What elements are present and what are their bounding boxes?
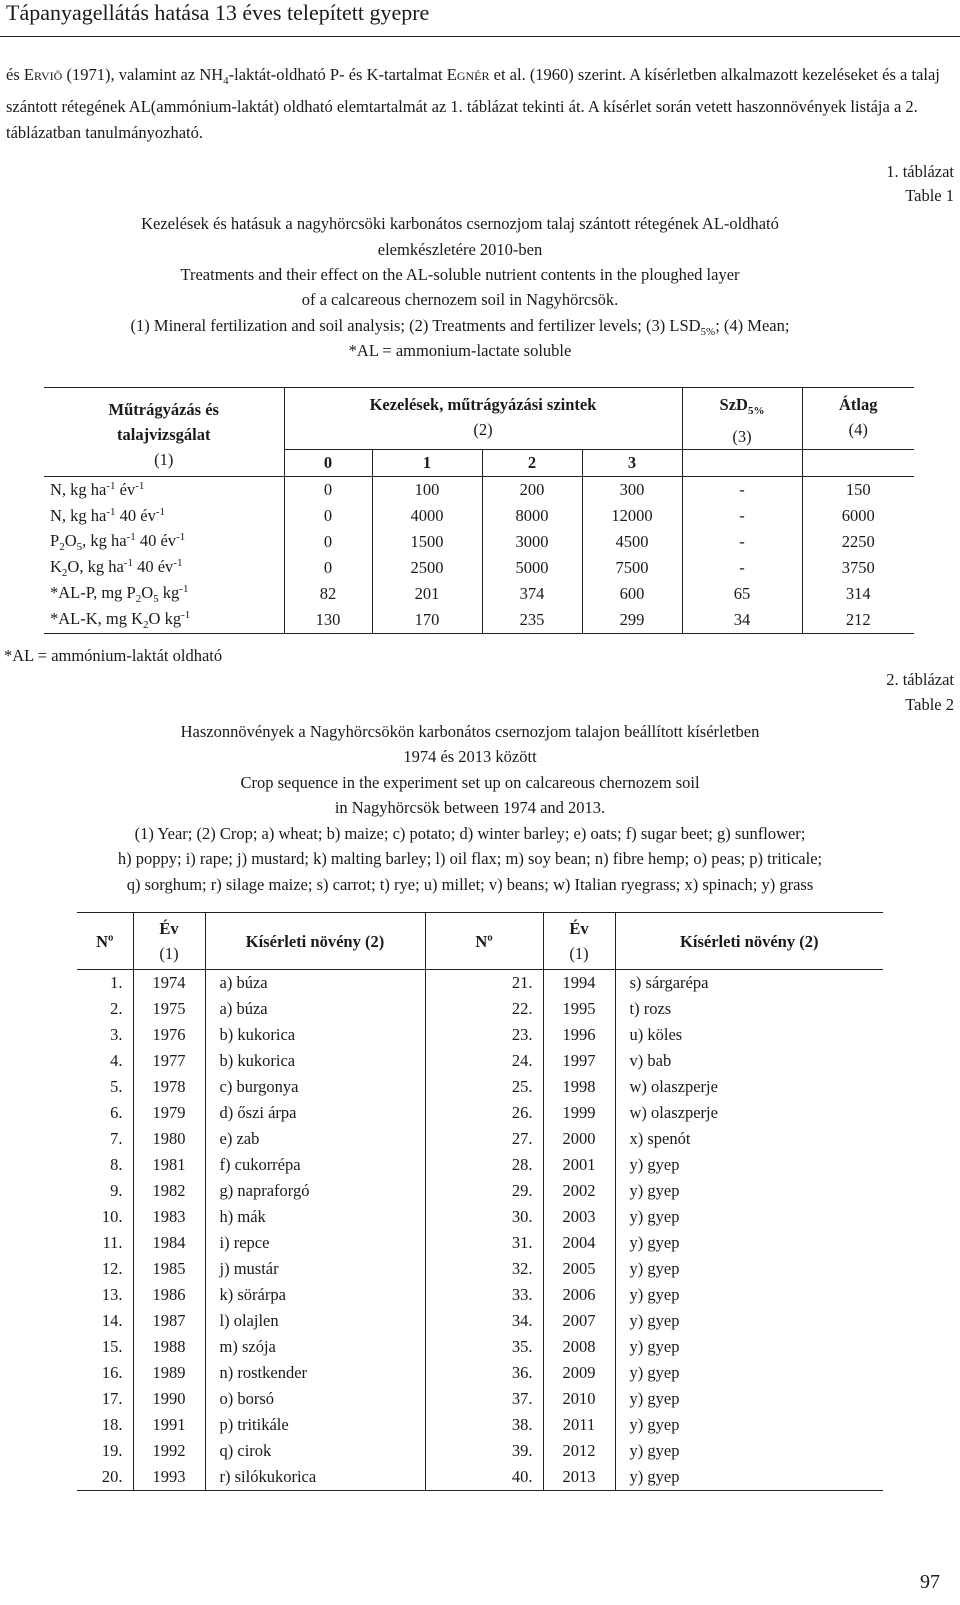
table1-cell: 300 (582, 477, 682, 504)
table1-cell: 0 (284, 555, 372, 581)
table2-year-cell: 1995 (543, 996, 615, 1022)
table1-level-empty-3 (682, 450, 802, 477)
table2-crop-cell: w) olaszperje (629, 1077, 718, 1096)
table2-year-cell: 1974 (133, 970, 205, 997)
table2-crop-cell: k) sörárpa (205, 1282, 425, 1308)
table2-caption-hu-1: Haszonnövények a Nagyhörcsökön karbonátos csernozjom talajon beállított kísérletben (180, 722, 760, 741)
table-row (44, 555, 914, 581)
table1-cell: 12000 (582, 503, 682, 529)
table2-no-cell: 12. (77, 1256, 133, 1282)
table1-cell: 7500 (582, 555, 682, 581)
table2-no-cell: 6. (77, 1100, 133, 1126)
table2-label-hu: 2. táblázat (886, 670, 954, 689)
table2-no-cell: 8. (77, 1152, 133, 1178)
header-divider (0, 36, 960, 37)
table2-head-year-right-l1: Év (569, 919, 589, 938)
table-row (44, 607, 914, 634)
table2-year-cell: 2004 (543, 1230, 615, 1256)
table2-no-cell: 17. (77, 1386, 133, 1412)
table2-head-crop-left: Kísérleti növény (2) (205, 913, 425, 970)
table2-year-cell: 1984 (133, 1230, 205, 1256)
table1-cell: 374 (482, 581, 582, 607)
intro-text-4: et al. (1960) szerint. A kísérletben alkalmazott kezeléseket és a talaj szántott rétegének AL(ammónium-laktát) oldható elemtartalmát az 1. táblázat tekinti át. A kísérlet során vetett haszonnövények listája a 2. táblázatban tanulmányozható. (6, 65, 940, 142)
table2-no-cell: 2. (77, 996, 133, 1022)
table2-year-cell: 2003 (543, 1204, 615, 1230)
table1-cell: 170 (372, 607, 482, 634)
table1-label-en: Table 1 (905, 186, 954, 205)
table1-head-col1-line2: talajvizsgálat (117, 424, 211, 444)
table1-cell: - (682, 529, 802, 555)
table2-crop-cell: b) kukorica (205, 1048, 425, 1074)
table2-no-cell: 5. (77, 1074, 133, 1100)
table2-year-cell: 1997 (543, 1048, 615, 1074)
table2-head-no-right: Nº (425, 913, 543, 970)
table2-year-cell: 2008 (543, 1334, 615, 1360)
table2-crop-cell: y) gyep (629, 1337, 680, 1356)
table-row (77, 1178, 883, 1204)
table-row (77, 1152, 883, 1178)
table2-crop-cell: p) tritikále (205, 1412, 425, 1438)
table2-crop-cell: y) gyep (629, 1233, 680, 1252)
table1-row-label: N, kg $ha^{-1}$ $év^{-1}$ (44, 477, 284, 504)
page-number: 97 (920, 1571, 940, 1593)
table1-cell: 6000 (841, 506, 875, 525)
table2-crop-cell: f) cukorrépa (205, 1152, 425, 1178)
table2-crop-cell: u) köles (629, 1025, 683, 1044)
table1-cell: 0 (284, 503, 372, 529)
table2-caption-en-2: in Nagyhörcsök between 1974 and 2013. (334, 798, 606, 817)
intro-text-1: és (6, 65, 24, 84)
table2-crop-cell: y) gyep (629, 1389, 680, 1408)
table1-cell: 82 (284, 581, 372, 607)
table1-cell: 150 (845, 480, 871, 499)
intro-subscript: 4 (223, 75, 229, 87)
table2-year-cell: 2005 (543, 1256, 615, 1282)
table2-year-cell: 1989 (133, 1360, 205, 1386)
table2-year-cell: 1991 (133, 1412, 205, 1438)
table1-cell: 3750 (841, 558, 875, 577)
table2-no-cell: 10. (77, 1204, 133, 1230)
table2-no-cell: 14. (77, 1308, 133, 1334)
table1-head-col3-line1: SzD (719, 395, 748, 414)
table2-no-cell: 4. (77, 1048, 133, 1074)
table2-label-en: Table 2 (905, 695, 954, 714)
table1-cell: 299 (582, 607, 682, 634)
table2-no-cell: 3. (77, 1022, 133, 1048)
table2-year-cell: 2009 (543, 1360, 615, 1386)
table2-no-cell: 28. (425, 1152, 543, 1178)
table2-crop-cell: l) olajlen (205, 1308, 425, 1334)
running-header-title: Tápanyagellátás hatása 13 éves telepített gyepre (6, 0, 430, 25)
table-row (77, 970, 883, 997)
table2-year-cell: 2013 (543, 1464, 615, 1491)
table2-no-cell: 34. (425, 1308, 543, 1334)
table2-no-cell: 29. (425, 1178, 543, 1204)
table2-crop-cell: e) zab (205, 1126, 425, 1152)
table1-cell: 3000 (482, 529, 582, 555)
table1-cell: 130 (284, 607, 372, 634)
table1-head-col1-line3: (1) (154, 449, 174, 469)
table1-cell: 2500 (372, 555, 482, 581)
table2-year-cell: 1981 (133, 1152, 205, 1178)
table2-no-cell: 24. (425, 1048, 543, 1074)
table2-no-cell: 1. (77, 970, 133, 997)
table2-no-cell: 30. (425, 1204, 543, 1230)
table2-year-cell: 1983 (133, 1204, 205, 1230)
table2-year-cell: 1982 (133, 1178, 205, 1204)
table2-crop-cell: a) búza (205, 996, 425, 1022)
author-egner: Egnér (446, 65, 490, 84)
table1-head-col4-line1: Átlag (839, 395, 878, 414)
table2-year-cell: 1986 (133, 1282, 205, 1308)
table2-no-cell: 37. (425, 1386, 543, 1412)
table2-crop-cell: n) rostkender (205, 1360, 425, 1386)
table2-crop-cell: s) sárgarépa (629, 973, 709, 992)
table2-crop-cell: g) napraforgó (205, 1178, 425, 1204)
table2-crop-cell: x) spenót (629, 1129, 691, 1148)
table1-row-label: $K_2O$, kg $ha^{-1}$ 40 $év^{-1}$ (44, 555, 284, 581)
table1-head-col2-line2: (2) (473, 420, 493, 439)
table2-no-cell: 13. (77, 1282, 133, 1308)
table2-year-cell: 2010 (543, 1386, 615, 1412)
table2-no-cell: 22. (425, 996, 543, 1022)
table1-legend-1-sub: 5% (700, 326, 716, 338)
table2-year-cell: 1980 (133, 1126, 205, 1152)
table-row (77, 1100, 883, 1126)
table1-row-label: N, kg $ha^{-1}$ 40 $év^{-1}$ (44, 503, 284, 529)
table2-crop-cell: v) bab (629, 1051, 672, 1070)
table2-year-cell: 1996 (543, 1022, 615, 1048)
table-row (77, 1438, 883, 1464)
table1-cell: 212 (845, 610, 871, 629)
table2-year-cell: 1979 (133, 1100, 205, 1126)
table-row (77, 1230, 883, 1256)
table2-caption-hu-2: 1974 és 2013 között (403, 747, 537, 766)
table-row (77, 1074, 883, 1100)
table2-year-cell: 2000 (543, 1126, 615, 1152)
table2-year-cell: 1993 (133, 1464, 205, 1491)
table2-crop-cell: m) szója (205, 1334, 425, 1360)
table2-year-cell: 1978 (133, 1074, 205, 1100)
table2-head-year-right-l2: (1) (569, 944, 589, 963)
table2-no-cell: 32. (425, 1256, 543, 1282)
table1-head-col3-sub: 5% (747, 405, 765, 417)
table1-label-hu: 1. táblázat (886, 162, 954, 181)
table2-no-cell: 11. (77, 1230, 133, 1256)
table2-no-cell: 38. (425, 1412, 543, 1438)
table2-year-cell: 1976 (133, 1022, 205, 1048)
table1-level-2: 2 (482, 450, 582, 477)
table1-level-1: 1 (372, 450, 482, 477)
table-row (77, 1256, 883, 1282)
table2-no-cell: 33. (425, 1282, 543, 1308)
table-row (77, 1282, 883, 1308)
table2-year-cell: 1988 (133, 1334, 205, 1360)
table2-no-cell: 27. (425, 1126, 543, 1152)
table2-year-cell: 1975 (133, 996, 205, 1022)
table2-year-cell: 1994 (543, 970, 615, 997)
table1-legend-1a: (1) Mineral fertilization and soil analysis; (2) Treatments and fertilizer levels; (3) LSD (130, 316, 701, 335)
table2-no-cell: 39. (425, 1438, 543, 1464)
table2-legend-3: q) sorghum; r) silage maize; s) carrot; t) rye; u) millet; v) beans; w) Italian ryegrass; x) spinach; y) grass (126, 875, 814, 894)
table2-crop-cell: j) mustár (205, 1256, 425, 1282)
table2-no-cell: 19. (77, 1438, 133, 1464)
table2-caption-en-1: Crop sequence in the experiment set up on calcareous chernozem soil (240, 773, 700, 792)
table2-no-cell: 15. (77, 1334, 133, 1360)
table2-year-cell: 1992 (133, 1438, 205, 1464)
table2-year-cell: 1987 (133, 1308, 205, 1334)
table2-head-crop-right: Kísérleti növény (2) (615, 913, 883, 970)
table2-crop-cell: y) gyep (629, 1259, 680, 1278)
table1 (44, 387, 914, 634)
table-row (77, 1334, 883, 1360)
table2-no-cell: 26. (425, 1100, 543, 1126)
table2-crop-cell: y) gyep (629, 1415, 680, 1434)
table1-head-col3-line2: (3) (732, 427, 752, 446)
table1-row-label: *AL-P, mg $P_2O_5$ $kg^{-1}$ (44, 581, 284, 607)
table2-crop-cell: t) rozs (629, 999, 672, 1018)
table1-cell: 600 (582, 581, 682, 607)
table2-no-cell: 18. (77, 1412, 133, 1438)
table2-year-cell: 2011 (543, 1412, 615, 1438)
table1-cell: 5000 (482, 555, 582, 581)
table2 (77, 912, 883, 1491)
table1-head-col4-line2: (4) (848, 420, 868, 439)
table2-no-cell: 20. (77, 1464, 133, 1491)
table2-head-year-right (543, 913, 615, 970)
table2-year-cell: 1990 (133, 1386, 205, 1412)
table1-cell: 4500 (582, 529, 682, 555)
table1-cell: - (682, 477, 802, 504)
table2-no-cell: 16. (77, 1360, 133, 1386)
table2-crop-cell: r) silókukorica (205, 1464, 425, 1491)
table1-cell: 0 (284, 477, 372, 504)
table1-head-col2 (284, 388, 682, 450)
table-row (77, 1022, 883, 1048)
table2-crop-cell: q) cirok (205, 1438, 425, 1464)
intro-text-3: -laktát-oldható P- és K-tartalmat (228, 65, 447, 84)
table2-no-cell: 9. (77, 1178, 133, 1204)
table1-cell: - (682, 503, 802, 529)
table2-crop-cell: b) kukorica (205, 1022, 425, 1048)
table1-head-col4 (802, 388, 914, 450)
table2-crop-cell: y) gyep (629, 1207, 680, 1226)
table1-caption-en-1: Treatments and their effect on the AL-soluble nutrient contents in the ploughed layer (180, 265, 740, 284)
table2-crop-cell: y) gyep (629, 1467, 680, 1486)
table2-year-cell: 2012 (543, 1438, 615, 1464)
table1-row-label: *AL-K, mg $K_2O$ $kg^{-1}$ (44, 607, 284, 634)
table2-year-cell: 2006 (543, 1282, 615, 1308)
table2-year-cell: 1985 (133, 1256, 205, 1282)
table1-caption-hu-2: elemkészletére 2010-ben (377, 240, 543, 259)
table2-crop-cell: y) gyep (629, 1155, 680, 1174)
table2-head-no-left: Nº (77, 913, 133, 970)
table1-cell: 200 (482, 477, 582, 504)
table-row (44, 581, 914, 607)
table-row (77, 1308, 883, 1334)
table2-crop-cell: w) olaszperje (629, 1103, 718, 1122)
table-row (44, 529, 914, 555)
table2-no-cell: 23. (425, 1022, 543, 1048)
table2-crop-cell: y) gyep (629, 1363, 680, 1382)
table-row (77, 1126, 883, 1152)
table2-crop-cell: y) gyep (629, 1441, 680, 1460)
intro-paragraph (6, 62, 954, 146)
table2-no-cell: 31. (425, 1230, 543, 1256)
table1-footnote: *AL = ammónium-laktát oldható (4, 646, 223, 665)
table2-legend-2: h) poppy; i) rape; j) mustard; k) malting barley; l) oil flax; m) soy bean; n) fibre hemp; o) peas; p) triticale; (117, 849, 823, 868)
table1-legend-2: *AL = ammonium-lactate soluble (348, 341, 572, 360)
table1-cell: 100 (372, 477, 482, 504)
table2-no-cell: 35. (425, 1334, 543, 1360)
table2-crop-cell: y) gyep (629, 1181, 680, 1200)
table2-no-cell: 40. (425, 1464, 543, 1491)
table1-cell: 8000 (482, 503, 582, 529)
table-row (77, 1360, 883, 1386)
table2-crop-cell: c) burgonya (205, 1074, 425, 1100)
table1-cell: - (682, 555, 802, 581)
table2-head-year-left (133, 913, 205, 970)
table2-year-cell: 1999 (543, 1100, 615, 1126)
table1-cell: 34 (682, 607, 802, 634)
table2-crop-cell: d) őszi árpa (205, 1100, 425, 1126)
table1-cell: 201 (372, 581, 482, 607)
table2-legend-1: (1) Year; (2) Crop; a) wheat; b) maize; c) potato; d) winter barley; e) oats; f) sugar beet; g) sunflower; (134, 824, 806, 843)
intro-text-2: (1971), valamint az NH (62, 65, 224, 84)
table2-no-cell: 25. (425, 1074, 543, 1100)
table1-head-col1-line1: Műtrágyázás és (108, 399, 219, 419)
table-row (77, 996, 883, 1022)
table2-no-cell: 36. (425, 1360, 543, 1386)
table1-level-empty-4 (802, 450, 914, 477)
table2-crop-cell: y) gyep (629, 1285, 680, 1304)
table1-head-col1 (44, 388, 284, 477)
table-row (44, 503, 914, 529)
table1-head-col3 (682, 388, 802, 450)
table2-year-cell: 1998 (543, 1074, 615, 1100)
table1-caption-en-2: of a calcareous chernozem soil in Nagyhörcsök. (301, 290, 619, 309)
table2-crop-cell: h) mák (205, 1204, 425, 1230)
table2-no-cell: 21. (425, 970, 543, 997)
table1-level-3: 3 (582, 450, 682, 477)
table1-cell: 0 (284, 529, 372, 555)
table-row (44, 477, 914, 504)
table-row (77, 1412, 883, 1438)
table2-year-cell: 2007 (543, 1308, 615, 1334)
table2-year-cell: 2002 (543, 1178, 615, 1204)
table2-head-year-left-l1: Év (159, 919, 179, 938)
table1-head-col2-line1: Kezelések, műtrágyázási szintek (369, 395, 597, 414)
table1-level-0: 0 (284, 450, 372, 477)
table1-legend-1b: ; (4) Mean; (715, 316, 790, 335)
table1-row-label: $P_2O_5$, kg $ha^{-1}$ 40 $év^{-1}$ (44, 529, 284, 555)
table1-caption-hu-1: Kezelések és hatásuk a nagyhörcsöki karbonátos csernozjom talaj szántott rétegének AL-oldható (141, 214, 779, 233)
table2-head-year-left-l2: (1) (159, 944, 179, 963)
table-row (77, 1386, 883, 1412)
table2-crop-cell: a) búza (205, 970, 425, 997)
table2-body (77, 970, 883, 1491)
table1-cell: 4000 (372, 503, 482, 529)
table2-year-cell: 1977 (133, 1048, 205, 1074)
table-row (77, 1464, 883, 1491)
table1-cell: 2250 (841, 532, 875, 551)
table2-crop-cell: o) borsó (205, 1386, 425, 1412)
table1-cell: 1500 (372, 529, 482, 555)
table2-no-cell: 7. (77, 1126, 133, 1152)
table-row (77, 1048, 883, 1074)
table1-cell: 235 (482, 607, 582, 634)
table2-crop-cell: y) gyep (629, 1311, 680, 1330)
table-row (77, 1204, 883, 1230)
table1-cell: 314 (845, 584, 871, 603)
author-ervio: Erviö (23, 65, 63, 84)
table1-cell: 65 (682, 581, 802, 607)
table2-year-cell: 2001 (543, 1152, 615, 1178)
table2-crop-cell: i) repce (205, 1230, 425, 1256)
